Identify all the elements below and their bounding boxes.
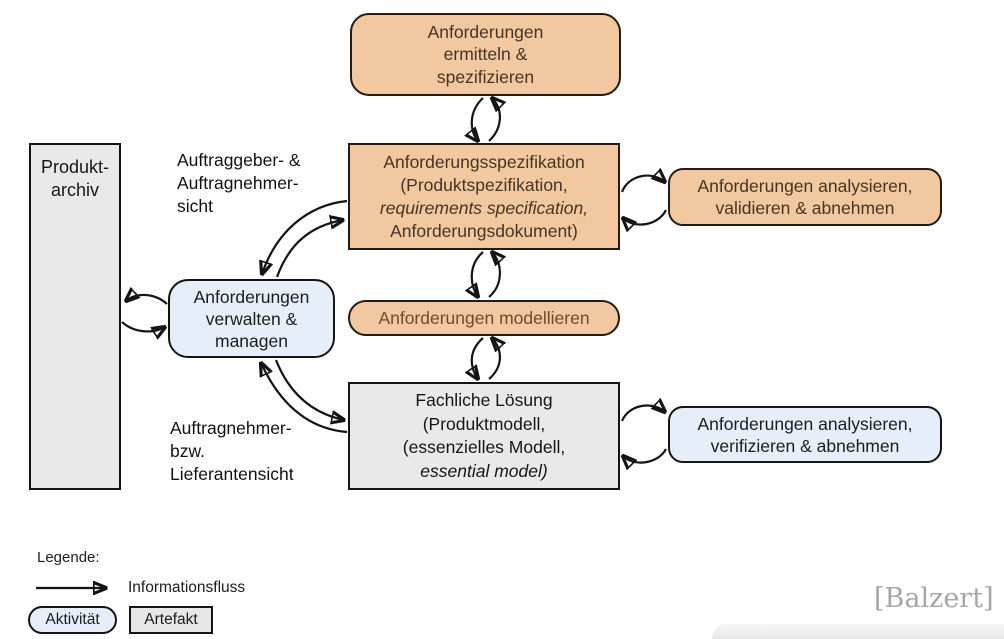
label-line: Lieferantensicht [170,464,294,484]
box-line: Anforderungen [193,286,310,307]
activity-validieren-box [668,168,942,226]
box-line: spezifizieren [436,66,535,87]
box-line: Anforderungen [427,21,544,42]
arrow-ermitteln-down [472,98,483,141]
label-line: Auftraggeber- & [177,150,301,170]
arrow-validieren-to-spez [623,210,666,225]
legend-flow-label: Informationsfluss [128,579,246,596]
box-line: (Produktmodell, [422,413,546,434]
label-lieferantensicht [170,417,294,486]
artifact-produktarchiv-box [29,143,121,490]
arrow-archiv-to-verwalten [122,322,165,331]
artifact-anforderungsspezifikation-box [348,143,620,250]
box-line: ermitteln & [443,44,528,65]
activity-ermitteln-box [350,13,621,96]
box-line: Anforderungsdokument) [390,220,578,241]
box-line: Produkt- [40,157,110,177]
arrow-verwalten-to-fachliche [276,360,344,420]
activity-verifizieren-box [668,406,942,463]
box-line: requirements specification, [379,197,589,218]
legend-activity-sample [28,606,117,634]
box-line: verwalten & [205,308,298,329]
arrow-fachliche-modellieren-up [489,338,500,379]
artifact-fachliche-loesung-box [348,382,620,490]
label-line: sicht [177,196,213,216]
label-auftraggebersicht [177,149,301,218]
arrow-ermitteln-up [489,98,500,141]
arrow-verifizieren-to-fachliche [623,449,666,463]
activity-verwalten-box [168,279,335,358]
activity-modellieren-box [348,300,620,336]
box-line: verifizieren & abnehmen [710,435,900,456]
box-line: Anforderungen modellieren [378,307,590,328]
legend-activity-label: Aktivität [45,611,100,628]
arrow-modellieren-spez-up [489,252,500,297]
box-line: archiv [50,180,99,200]
box-line: Fachliche Lösung [415,390,553,410]
box-line: Anforderungen analysieren, [697,413,913,434]
label-line: Auftragnehmer- [170,418,292,438]
label-line: Auftragnehmer- [177,173,299,193]
arrow-verwalten-to-spez [277,220,343,277]
box-line: managen [215,330,288,351]
arrow-spez-to-validieren [622,176,665,192]
arrow-spez-modellieren-down [472,252,483,297]
bottom-right-overlay [712,624,1004,639]
box-line: (essenzielles Modell, [402,437,566,457]
label-line: bzw. [170,441,206,461]
arrow-verwalten-to-archiv [126,295,167,304]
legend-title: Legende: [37,549,100,566]
box-line: Anforderungsspezifikation [383,151,585,172]
box-line: (Produktspezifikation, [400,174,568,195]
attribution-balzert: [Balzert] [874,583,994,614]
box-line: validieren & abnehmen [715,198,895,218]
arrow-modellieren-fachliche-down [472,338,483,379]
legend-artifact-label: Artefakt [144,611,198,628]
box-line: Anforderungen analysieren, [697,176,913,196]
box-line: essential model) [420,460,548,481]
arrow-fachliche-to-verifizieren [622,406,665,421]
legend-artifact-sample [129,606,213,634]
